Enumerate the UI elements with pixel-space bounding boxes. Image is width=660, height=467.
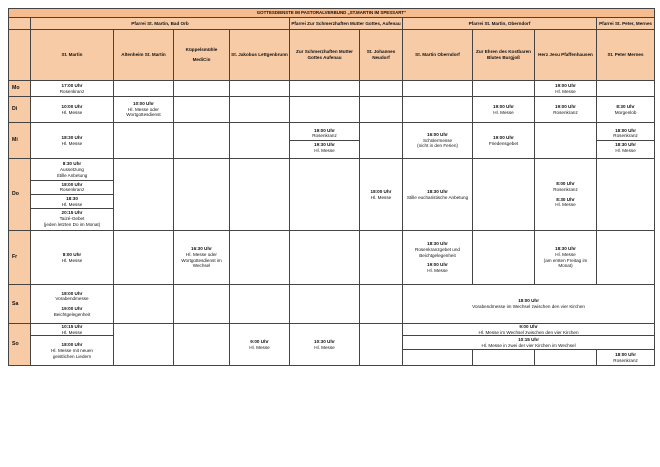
schedule-table <box>8 8 655 366</box>
service-cell <box>535 81 597 97</box>
service-time: 18:00 Uhr <box>61 290 83 296</box>
church-header: Zur Schmerzhaften Mutter Gottes Aufenau <box>290 30 360 81</box>
service-cell <box>473 123 535 159</box>
service-desc: Vorabendmesse <box>55 296 89 302</box>
service-cell <box>597 123 655 159</box>
service-desc: Hl. Messe <box>555 251 576 257</box>
page-title: GOTTESDIENSTE IM PASTORALVERBUND „ST.MARTIN IM SPESSART“ <box>9 9 655 18</box>
service-cell <box>403 159 473 231</box>
service-desc: Hl. Messe <box>314 344 335 350</box>
church-header: Zur Ehren des Kostbaren Blutes Burgjoß <box>473 30 535 81</box>
service-time: 18:00 Uhr <box>61 181 83 187</box>
service-time: 8:30 Uhr <box>616 103 635 109</box>
day-label: So <box>9 324 31 366</box>
church-header: St. Jakobus Lettgenbrunn <box>230 30 290 81</box>
service-cell <box>535 159 597 231</box>
corner-cell <box>9 18 31 30</box>
service-time: 18:00 Uhr <box>615 127 637 133</box>
shared-service-cell <box>403 336 655 350</box>
service-cell <box>597 350 655 366</box>
service-cell <box>535 231 597 285</box>
service-desc: Hl. Messe <box>427 268 448 274</box>
service-cell <box>31 159 114 231</box>
day-row-mo <box>9 81 655 97</box>
church-header: St. Martin <box>31 30 114 81</box>
shared-service-cell <box>403 324 655 336</box>
service-time: 18:30 Uhr <box>615 142 637 147</box>
service-cell <box>535 97 597 123</box>
church-header <box>174 30 230 81</box>
service-desc: Rosenkranzgebet und Beichtgelegenheit <box>415 246 460 258</box>
service-time: 18:00 Uhr <box>370 188 392 194</box>
service-desc: Aussetzung <box>59 167 84 173</box>
day-label: Mi <box>9 123 31 159</box>
service-cell <box>230 324 290 366</box>
service-desc: Hl. Messe <box>61 109 83 115</box>
service-desc: Hl. Messe <box>314 147 335 153</box>
service-desc: Rosenkranz <box>59 88 85 94</box>
day-row-sa <box>9 285 655 324</box>
service-time: 18:00 Uhr <box>518 298 540 304</box>
service-time: 10:00 Uhr <box>133 100 154 106</box>
day-row-di <box>9 97 655 123</box>
service-desc: Hl. Messe <box>615 147 636 153</box>
church-header: Herz Jesu Pfaffenhausen <box>535 30 597 81</box>
schedule-sheet <box>8 8 655 366</box>
church-name: Küppelsmühle <box>185 47 218 53</box>
service-desc: Vorabendmesse im Wechsel zwischen den vier Kirchen <box>472 304 585 309</box>
shared-service-cell <box>403 285 655 324</box>
service-cell <box>403 123 473 159</box>
day-row-fr <box>9 231 655 285</box>
service-time: 19:30 Uhr <box>314 142 335 147</box>
day-row-so <box>9 324 655 336</box>
service-time: 8:30 Uhr <box>556 196 575 202</box>
service-desc: Stille eucharistische Anbetung <box>406 194 469 200</box>
church-row <box>9 30 655 81</box>
service-time: 10:15 Uhr <box>518 337 540 343</box>
church-name: MediCin <box>192 57 211 62</box>
service-desc: Hl. Messe <box>249 344 270 350</box>
day-label: Mo <box>9 81 31 97</box>
service-desc: Hl. Messe <box>370 194 392 200</box>
service-cell <box>473 97 535 123</box>
service-time: 10:30 Uhr <box>314 339 335 344</box>
service-time: 8:30 Uhr <box>62 161 82 167</box>
service-time: 10:15 Uhr <box>61 324 83 329</box>
service-desc: Rosenkranz <box>312 133 337 139</box>
service-time: 18:30 Uhr <box>427 188 448 194</box>
church-header: St. Johannes Neudorf <box>360 30 403 81</box>
church-header: St. Martin Oberndorf <box>403 30 473 81</box>
service-desc: Rosenkranz <box>613 357 638 363</box>
service-cell <box>174 231 230 285</box>
church-header: St. Peter Mernes <box>597 30 655 81</box>
service-desc: Beichtgelegenheit <box>53 311 91 317</box>
service-desc: Hl. Messe mit neuen <box>51 348 93 354</box>
service-time: 8:00 Uhr <box>556 181 575 187</box>
service-time: 18:30 Uhr <box>427 241 448 247</box>
service-time: 17:00 Uhr <box>61 82 83 88</box>
service-time: 19:00 Uhr <box>493 103 514 109</box>
day-label: Fr <box>9 231 31 285</box>
service-time: 8:00 Uhr <box>62 251 82 257</box>
service-time: 16:00 Uhr <box>427 131 448 137</box>
service-time: 16:30 Uhr <box>191 246 212 252</box>
service-cell <box>114 97 174 123</box>
service-cell <box>597 97 655 123</box>
service-cell <box>31 285 114 324</box>
service-time: 18:30 Uhr <box>61 134 83 140</box>
service-desc: Rosenkranz <box>59 187 85 193</box>
service-cell <box>290 123 360 159</box>
service-time: 10:00 Uhr <box>61 103 83 109</box>
service-desc: Hl. Messe <box>61 257 83 263</box>
service-time: 19:00 Uhr <box>555 82 576 88</box>
service-cell <box>31 123 114 159</box>
service-desc: Rosenkranz <box>553 186 578 192</box>
service-cell <box>290 324 360 366</box>
day-label: Di <box>9 97 31 123</box>
service-desc: Hl. Messe im Wechsel zwischen den vier Kirchen <box>478 329 579 335</box>
service-desc: Morgenlob <box>614 109 637 115</box>
service-desc: Hl. Messe <box>61 140 83 146</box>
day-label: Do <box>9 159 31 231</box>
service-desc: geistlichen Liedern <box>52 353 92 359</box>
service-cell <box>31 97 114 123</box>
service-cell <box>403 231 473 285</box>
service-time: 18:30 <box>66 196 78 201</box>
service-cell <box>31 324 114 336</box>
service-time: 19:00 Uhr <box>314 127 335 133</box>
service-cell <box>360 159 403 231</box>
parish-header: Pfarrei Zur Schmerzhaften Mutter Gottes, Aufenau <box>290 18 403 30</box>
parish-header: Pfarrei St. Peter, Mernes <box>597 18 655 30</box>
service-desc: Friedensgebet <box>488 140 519 146</box>
service-desc: Rosenkranz <box>553 109 578 115</box>
service-cell <box>31 231 114 285</box>
service-desc: Taizé-Gebet <box>59 216 85 222</box>
church-header: Altenheim St. Martin <box>114 30 174 81</box>
service-time: 19:00 Uhr <box>61 306 83 311</box>
service-desc: Hl. Messe <box>61 329 83 335</box>
service-desc: Hl. Messe oder Wortgottesdienst im Wechsel <box>181 251 222 269</box>
service-time: 19:00 Uhr <box>555 103 576 109</box>
service-desc: Hl. Messe <box>555 202 576 208</box>
service-desc: Schülermesse <box>422 137 453 143</box>
service-desc: Hl. Messe <box>493 109 514 115</box>
day-row-do <box>9 159 655 231</box>
corner-cell <box>9 30 31 81</box>
service-time: 9:00 Uhr <box>519 324 538 329</box>
service-time: 20:15 Uhr <box>61 210 83 216</box>
service-cell <box>31 81 114 97</box>
service-desc: Rosenkranz <box>613 133 638 139</box>
service-cell <box>31 336 114 366</box>
service-time: 19:00 Uhr <box>493 134 514 140</box>
service-note: (jeden letzten Do im Monat) <box>43 221 101 227</box>
service-desc: Hl. Messe in zwei der vier Kirchen im Wechsel <box>481 342 576 348</box>
day-row-mi <box>9 123 655 159</box>
service-time: 9:00 Uhr <box>250 339 269 344</box>
service-desc: Hl. Messe oder Wortgottesdienst <box>126 106 161 118</box>
day-label: Sa <box>9 285 31 324</box>
parish-header: Pfarrei St. Martin, Bad Orb <box>31 18 290 30</box>
parish-header: Pfarrei St. Martin, Oberndorf <box>403 18 597 30</box>
service-desc: Hl. Messe <box>555 88 576 94</box>
service-time: 18:30 Uhr <box>555 246 576 252</box>
service-time: 19:00 Uhr <box>427 262 448 268</box>
parish-row <box>9 18 655 30</box>
service-note: (nicht in den Ferien) <box>417 143 458 149</box>
service-time: 18:00 Uhr <box>61 342 83 348</box>
service-desc: Stille Anbetung <box>56 172 88 178</box>
title-row <box>9 9 655 18</box>
service-time: 18:00 Uhr <box>615 352 637 358</box>
service-note: (am ersten Freitag im Monat) <box>543 257 588 269</box>
service-desc: Hl. Messe <box>61 201 83 207</box>
